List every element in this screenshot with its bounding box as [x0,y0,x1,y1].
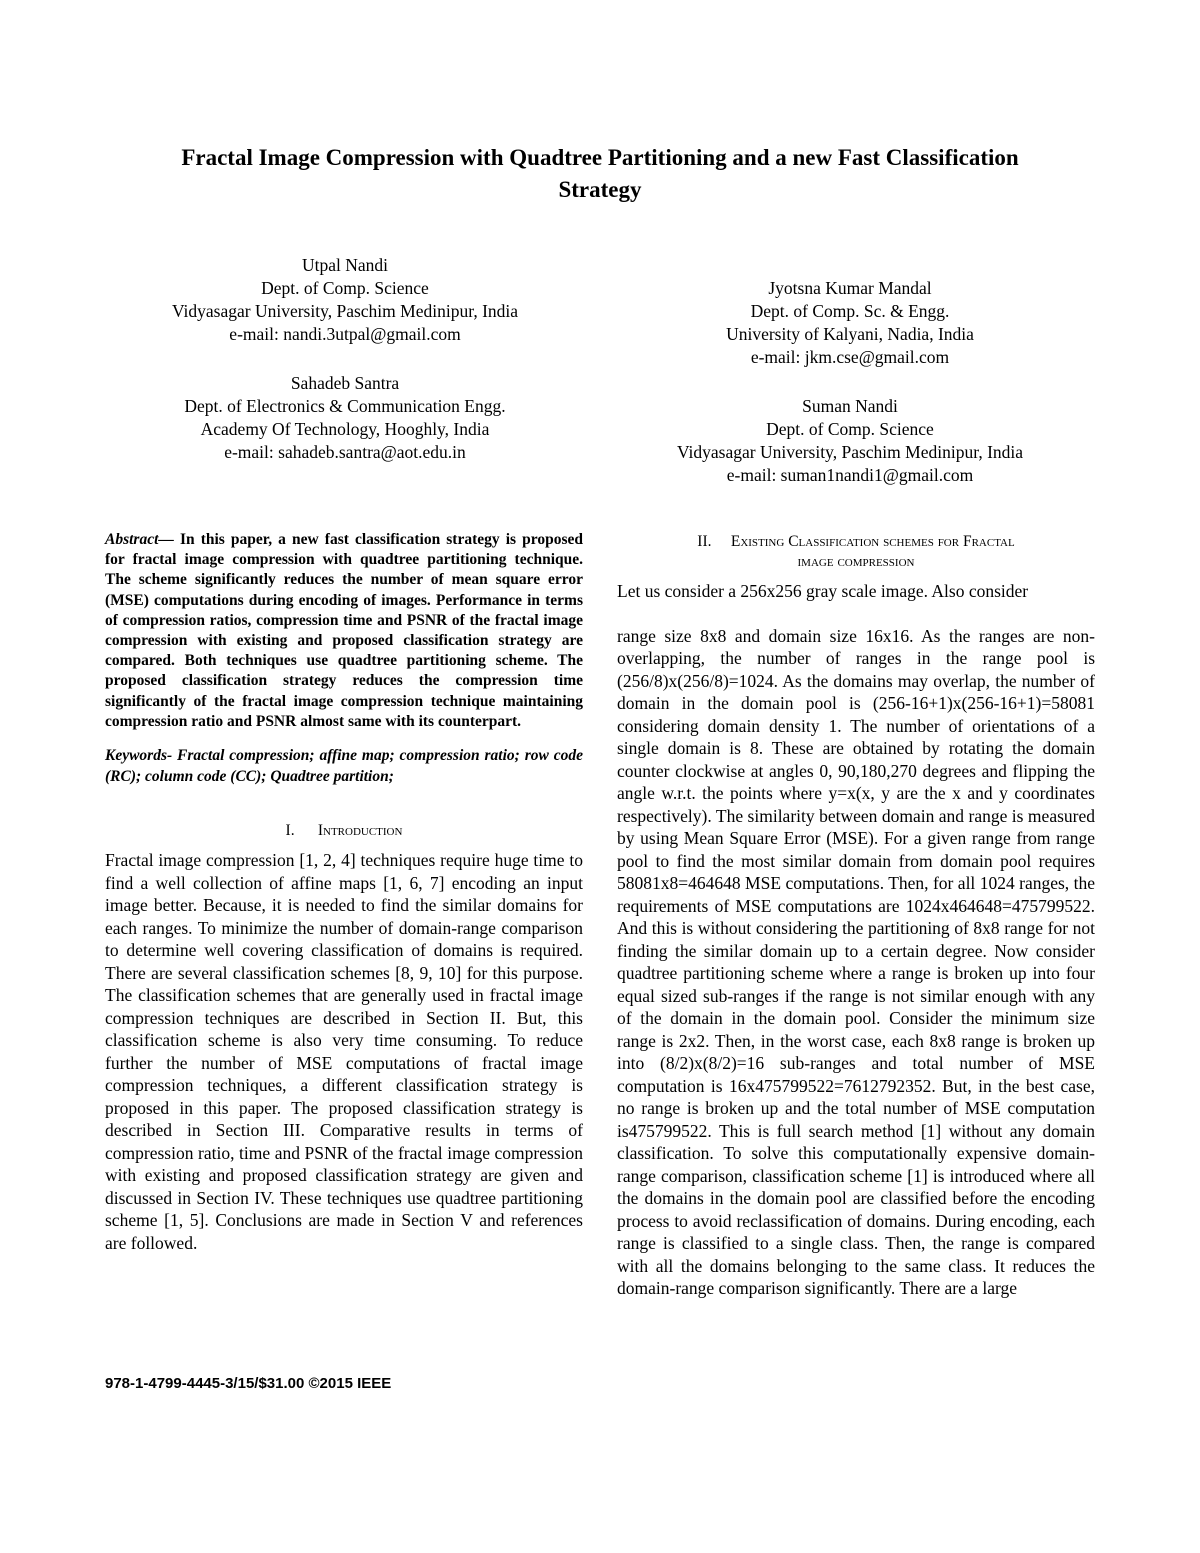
author-dept: Dept. of Comp. Science [261,278,429,298]
section-text: range size 8x8 and domain size 16x16. As the ranges are non-overlapping, the number of ranges in the range pool is (256/8)x(256/8)=1024. As the domains may overlap, the number of domain in the domain pool is (256-16+1)x(256-16+1)=58081 considering domain density 1. The number of orientations of a single domain is 8. These are obtained by rotating the domain counter clockwise at angles 0, 90,180,270 degrees and flipping the angle w.r.t. the points where y=x(x, y are the x and y coordinates respectively). The similarity between domain and range is measured by using Mean Square Error (MSE). For a given range from range pool to find the most similar domain from domain pool requires 58081x8=464648 MSE computations. Then, for all 1024 ranges, the requirements of MSE computations are 1024x464648=475799522. And this is without considering the partitioning of 8x8 range for not finding the similar domain up to a certain degree. Now consider quadtree partitioning scheme where a range is broken up into four equal sized sub-ranges if the range is not similar enough with any of the domain in the domain pool. Consider the minimum size range is 2x2. Then, in the worst case, each 8x8 range is broken up into (8/2)x(8/2)=16 sub-ranges and total number of MSE computation is 16x475799522=7612792352. But, in the best case, no range is broken up and the total number of MSE computation is475799522. This is full search method [1] without any domain classification. To solve this computationally expensive domain-range comparison, classification scheme [1] is introduced where all the domains in the domain pool are classified before the encoding process to avoid reclassification of domains. During encoding, each range is classified to a single class. Then, the range is compared with all the domains belonging to the same class. It reduces the domain-range comparison significantly. There are a large [617,625,1095,1298]
left-column [105,530,583,1254]
author-block-3 [610,277,1090,369]
author-institution: Academy Of Technology, Hooghly, India [200,419,490,439]
author-institution: Vidyasagar University, Paschim Medinipur, India [676,442,1024,462]
author-institution: Vidyasagar University, Paschim Medinipur, India [171,301,519,321]
abstract-text: In this paper, a new fast classification strategy is proposed for fractal image compression with quadtree partitioning technique. The scheme significantly reduces the number of mean square error (MSE) computations during encoding of images. Performance in terms of compression ratios, compression time and PSNR of the fractal image compression with existing and proposed classification strategy are compared. Both techniques use quadtree partitioning scheme. The proposed classification strategy reduces the compression time significantly of the fractal image compression technique maintaining compression ratio and PSNR almost same with its counterpart. [105,531,584,730]
author-name: Suman Nandi [802,396,898,416]
section-title: Introduction [317,822,403,840]
author-block-1 [105,254,585,346]
abstract-label: Abstract— [105,531,174,548]
copyright-notice: 978-1-4799-4445-3/15/$31.00 ©2015 IEEE [105,1375,392,1392]
author-dept: Dept. of Comp. Science [766,419,934,439]
abstract [105,530,583,732]
author-block-2 [105,372,585,464]
author-dept: Dept. of Comp. Sc. & Engg. [750,301,950,321]
author-block-4 [610,395,1090,487]
author-dept: Dept. of Electronics & Communication Engg. [184,396,506,416]
right-column [617,532,1095,1300]
author-email: e-mail: sahadeb.santra@aot.edu.in [224,442,466,462]
author-email: e-mail: jkm.cse@gmail.com [750,347,950,367]
section-heading-introduction [105,821,583,841]
author-name: Sahadeb Santra [290,373,400,393]
section-intro-line: Let us consider a 256x256 gray scale image. Also consider [617,581,1029,601]
paper-title: Fractal Image Compression with Quadtree Partitioning and a new Fast Classification Strategy [181,145,1019,202]
section-number: II. [697,533,712,550]
section-heading-existing-classification [617,532,1095,572]
author-institution: University of Kalyani, Nadia, India [726,324,974,344]
section-title-line2: image compression [797,553,915,570]
introduction-text: Fractal image compression [1, 2, 4] techniques require huge time to find a well collection of affine maps [1, 6, 7] encoding an input image better. Because, it is needed to find the similar domains for each ranges. To minimize the number of domain-range comparison to determine well covering classification of domains is required. There are several classification schemes [8, 9, 10] for this purpose. The classification schemes that are generally used in fractal image compression techniques are described in Section II. But, this classification scheme is also very time consuming. To reduce further the number of MSE computations of fractal image compression techniques, a different classification strategy is proposed in this paper. The proposed classification strategy is described in Section III. Comparative results in terms of compression ratio, time and PSNR of the fractal image compression with existing and proposed classification strategy are given and discussed in Section IV. These techniques use quadtree partitioning scheme [1, 5]. Conclusions are made in Section V and references are followed. [105,850,583,1253]
author-name: Jyotsna Kumar Mandal [768,278,932,298]
section-title-line1: Existing Classification schemes for Fractal [730,533,1015,550]
section-number: I. [285,822,295,840]
author-email: e-mail: suman1nandi1@gmail.com [726,465,974,485]
author-name: Utpal Nandi [301,255,389,275]
author-email: e-mail: nandi.3utpal@gmail.com [229,324,461,344]
keywords: Keywords- Fractal compression; affine map; compression ratio; row code (RC); column code (CC); Quadtree partition; [105,747,583,785]
